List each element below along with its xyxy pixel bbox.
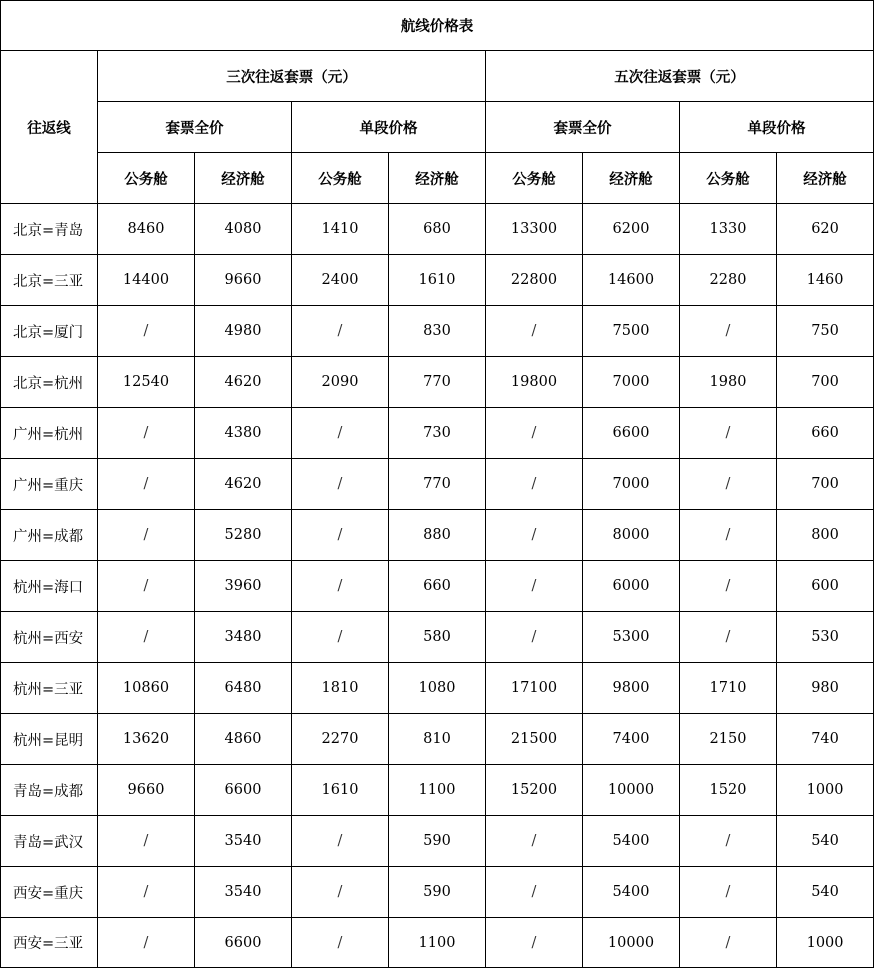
business-class-header: 公务舱 — [292, 153, 389, 204]
price-cell: / — [486, 816, 583, 867]
price-cell: 1810 — [292, 663, 389, 714]
price-cell: / — [292, 561, 389, 612]
price-cell: 620 — [777, 204, 874, 255]
economy-class-header: 经济舱 — [583, 153, 680, 204]
price-cell: 7000 — [583, 357, 680, 408]
price-cell: 540 — [777, 816, 874, 867]
price-cell: 1000 — [777, 765, 874, 816]
price-cell: / — [98, 510, 195, 561]
table-row — [1, 867, 874, 918]
price-cell: 590 — [389, 816, 486, 867]
price-cell: / — [680, 306, 777, 357]
price-cell: 4860 — [195, 714, 292, 765]
price-cell: 880 — [389, 510, 486, 561]
price-cell: 590 — [389, 867, 486, 918]
price-cell: 4080 — [195, 204, 292, 255]
price-cell: 1610 — [292, 765, 389, 816]
price-cell: 14400 — [98, 255, 195, 306]
route-cell: 广州=重庆 — [1, 459, 98, 510]
price-cell: 14600 — [583, 255, 680, 306]
price-cell: 9800 — [583, 663, 680, 714]
price-cell: 6480 — [195, 663, 292, 714]
price-cell: 2280 — [680, 255, 777, 306]
price-cell: 7400 — [583, 714, 680, 765]
price-cell: / — [292, 867, 389, 918]
price-cell: / — [98, 459, 195, 510]
price-cell: 9660 — [195, 255, 292, 306]
price-cell: 13300 — [486, 204, 583, 255]
price-cell: / — [292, 408, 389, 459]
price-cell: 1520 — [680, 765, 777, 816]
price-cell: 8000 — [583, 510, 680, 561]
price-cell: 6000 — [583, 561, 680, 612]
price-cell: 2400 — [292, 255, 389, 306]
price-cell: 770 — [389, 459, 486, 510]
price-cell: / — [680, 510, 777, 561]
price-cell: 3960 — [195, 561, 292, 612]
price-cell: / — [486, 408, 583, 459]
price-cell: 1460 — [777, 255, 874, 306]
price-cell: 6600 — [195, 918, 292, 968]
route-cell: 广州=杭州 — [1, 408, 98, 459]
price-cell: / — [98, 816, 195, 867]
price-cell: / — [680, 459, 777, 510]
price-cell: 700 — [777, 357, 874, 408]
price-cell: 700 — [777, 459, 874, 510]
price-cell: / — [98, 306, 195, 357]
price-cell: 730 — [389, 408, 486, 459]
price-cell: 1080 — [389, 663, 486, 714]
business-class-header: 公务舱 — [486, 153, 583, 204]
price-cell: 6200 — [583, 204, 680, 255]
price-cell: / — [98, 612, 195, 663]
table-row — [1, 510, 874, 561]
price-cell: 530 — [777, 612, 874, 663]
route-cell: 北京=杭州 — [1, 357, 98, 408]
price-cell: 1980 — [680, 357, 777, 408]
price-cell: / — [680, 918, 777, 968]
route-cell: 北京=三亚 — [1, 255, 98, 306]
price-cell: / — [98, 918, 195, 968]
route-cell: 杭州=海口 — [1, 561, 98, 612]
price-cell: 10000 — [583, 918, 680, 968]
price-cell: 4620 — [195, 357, 292, 408]
table-row — [1, 408, 874, 459]
business-class-header: 公务舱 — [98, 153, 195, 204]
price-cell: / — [292, 816, 389, 867]
price-cell: / — [292, 612, 389, 663]
price-cell: / — [486, 459, 583, 510]
price-cell: 4980 — [195, 306, 292, 357]
table-row — [1, 561, 874, 612]
price-cell: 5280 — [195, 510, 292, 561]
table-body — [1, 204, 874, 968]
price-cell: 800 — [777, 510, 874, 561]
price-cell: 4620 — [195, 459, 292, 510]
price-cell: / — [486, 306, 583, 357]
price-cell: 10860 — [98, 663, 195, 714]
price-cell: 740 — [777, 714, 874, 765]
price-cell: / — [292, 459, 389, 510]
price-cell: 2270 — [292, 714, 389, 765]
price-cell: 2090 — [292, 357, 389, 408]
price-cell: 5300 — [583, 612, 680, 663]
table-row — [1, 612, 874, 663]
price-cell: 3540 — [195, 816, 292, 867]
table-row — [1, 918, 874, 968]
price-cell: 580 — [389, 612, 486, 663]
price-cell: 7000 — [583, 459, 680, 510]
price-cell: 10000 — [583, 765, 680, 816]
price-cell: / — [98, 867, 195, 918]
route-cell: 北京=厦门 — [1, 306, 98, 357]
price-cell: 6600 — [195, 765, 292, 816]
price-cell: 770 — [389, 357, 486, 408]
price-cell: / — [98, 408, 195, 459]
price-cell: 7500 — [583, 306, 680, 357]
economy-class-header: 经济舱 — [389, 153, 486, 204]
table-row — [1, 204, 874, 255]
group5-segment-price-header: 单段价格 — [680, 102, 874, 153]
price-cell: / — [292, 918, 389, 968]
price-cell: 600 — [777, 561, 874, 612]
price-cell: / — [486, 867, 583, 918]
price-cell: / — [292, 510, 389, 561]
price-cell: 1000 — [777, 918, 874, 968]
price-cell: 1330 — [680, 204, 777, 255]
table-row — [1, 714, 874, 765]
route-cell: 青岛=成都 — [1, 765, 98, 816]
price-cell: 750 — [777, 306, 874, 357]
price-cell: 12540 — [98, 357, 195, 408]
price-cell: 1100 — [389, 765, 486, 816]
table-row — [1, 765, 874, 816]
price-cell: 3480 — [195, 612, 292, 663]
table-row — [1, 357, 874, 408]
table-row — [1, 255, 874, 306]
group5-full-price-header: 套票全价 — [486, 102, 680, 153]
price-cell: 4380 — [195, 408, 292, 459]
price-cell: 540 — [777, 867, 874, 918]
group-5-trip-header: 五次往返套票（元） — [486, 51, 874, 102]
price-cell: 1100 — [389, 918, 486, 968]
route-cell: 广州=成都 — [1, 510, 98, 561]
price-cell: 6600 — [583, 408, 680, 459]
route-cell: 杭州=昆明 — [1, 714, 98, 765]
table-title: 航线价格表 — [1, 1, 874, 51]
price-cell: 15200 — [486, 765, 583, 816]
price-cell: 19800 — [486, 357, 583, 408]
business-class-header: 公务舱 — [680, 153, 777, 204]
price-cell: / — [486, 612, 583, 663]
price-cell: 660 — [777, 408, 874, 459]
route-cell: 杭州=三亚 — [1, 663, 98, 714]
price-cell: 2150 — [680, 714, 777, 765]
route-cell: 西安=重庆 — [1, 867, 98, 918]
price-cell: 9660 — [98, 765, 195, 816]
price-cell: 22800 — [486, 255, 583, 306]
price-cell: / — [486, 918, 583, 968]
group-3-trip-header: 三次往返套票（元） — [98, 51, 486, 102]
price-cell: 5400 — [583, 816, 680, 867]
price-cell: / — [680, 816, 777, 867]
price-cell: 1710 — [680, 663, 777, 714]
group3-segment-price-header: 单段价格 — [292, 102, 486, 153]
price-cell: 13620 — [98, 714, 195, 765]
price-cell: / — [680, 867, 777, 918]
table-row — [1, 459, 874, 510]
price-cell: / — [680, 408, 777, 459]
route-cell: 杭州=西安 — [1, 612, 98, 663]
price-cell: 1610 — [389, 255, 486, 306]
economy-class-header: 经济舱 — [195, 153, 292, 204]
route-cell: 北京=青岛 — [1, 204, 98, 255]
price-cell: 21500 — [486, 714, 583, 765]
price-cell: / — [680, 612, 777, 663]
price-cell: / — [98, 561, 195, 612]
price-cell: / — [486, 510, 583, 561]
price-cell: 660 — [389, 561, 486, 612]
route-cell: 西安=三亚 — [1, 918, 98, 968]
table-row — [1, 663, 874, 714]
price-cell: 8460 — [98, 204, 195, 255]
economy-class-header: 经济舱 — [777, 153, 874, 204]
price-cell: / — [486, 561, 583, 612]
table-row — [1, 816, 874, 867]
price-cell: / — [680, 561, 777, 612]
table-row — [1, 306, 874, 357]
price-cell: 3540 — [195, 867, 292, 918]
price-cell: 17100 — [486, 663, 583, 714]
price-cell: 680 — [389, 204, 486, 255]
route-header: 往返线 — [1, 51, 98, 204]
price-cell: 810 — [389, 714, 486, 765]
price-cell: 830 — [389, 306, 486, 357]
price-cell: 5400 — [583, 867, 680, 918]
route-cell: 青岛=武汉 — [1, 816, 98, 867]
price-cell: 980 — [777, 663, 874, 714]
group3-full-price-header: 套票全价 — [98, 102, 292, 153]
price-cell: / — [292, 306, 389, 357]
price-cell: 1410 — [292, 204, 389, 255]
